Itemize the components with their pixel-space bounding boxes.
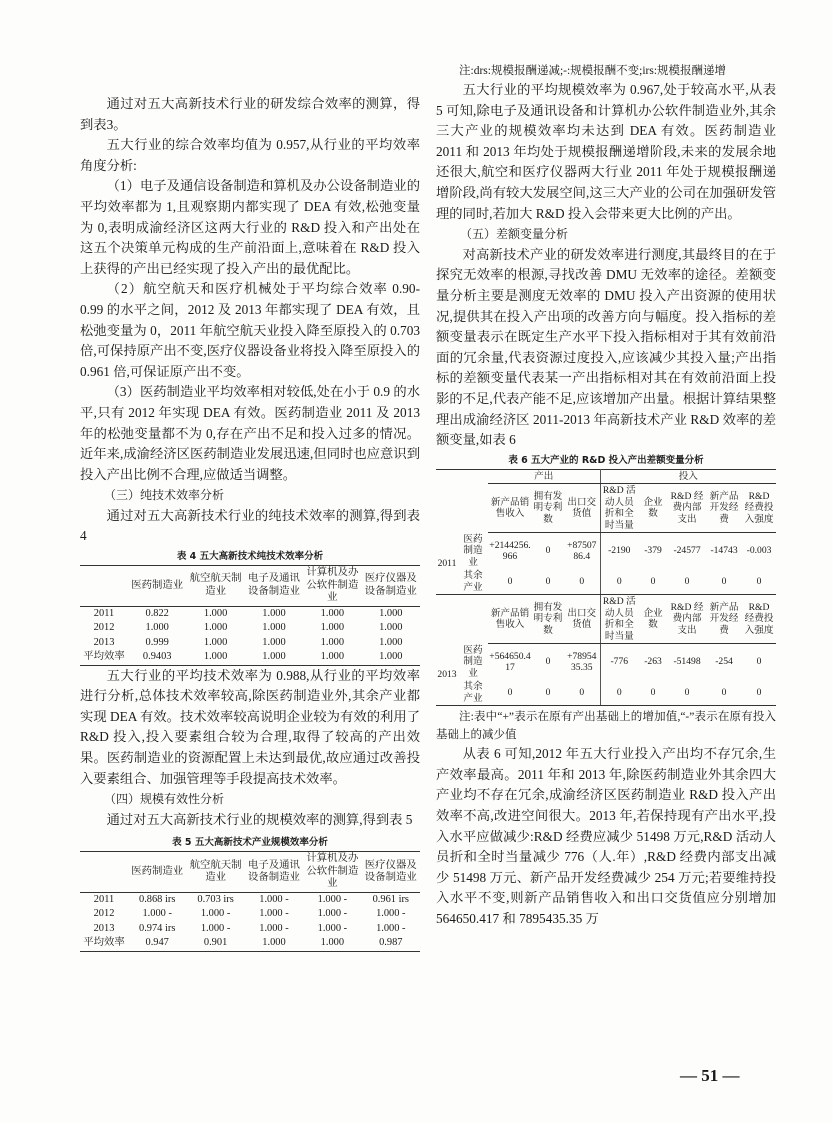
table-cell: 0 <box>742 680 776 706</box>
table-row <box>436 533 776 570</box>
right-column <box>436 62 776 930</box>
table-cell: 1.000 <box>320 651 345 663</box>
column-header: 出口交货值 <box>564 484 600 533</box>
table-cell: 0.999 <box>145 636 169 648</box>
table-cell: 0 <box>545 656 551 668</box>
table-cell: 1.000 - <box>376 922 406 934</box>
table-cell: 0 <box>600 569 638 595</box>
table-note: 注:表中“+”表示在原有产出基础上的增加值,“-”表示在原有投入基础上的减少值 <box>436 711 776 742</box>
table-row <box>80 606 420 621</box>
column-header: 计算机及办公软件制造业 <box>303 852 361 893</box>
table-row <box>80 892 420 907</box>
column-header: 电子及通讯设备制造业 <box>245 852 303 893</box>
table-cell: -776 <box>600 644 638 681</box>
column-header: 拥有发明专利数 <box>532 595 564 644</box>
column-header: 医药制造业 <box>128 566 186 607</box>
table-caption: 表 6 五大产业的 R&D 投入产出差额变量分析 <box>508 454 704 466</box>
table-cell: 1.000 - <box>317 908 348 920</box>
table-cell: 0.703 irs <box>197 893 234 905</box>
table-cell: -14743 <box>710 545 738 557</box>
table-row <box>80 621 420 636</box>
table-cell: 1.000 <box>379 651 403 663</box>
table-cell: 1.000 <box>262 636 286 648</box>
table-cell: 0 <box>488 680 532 706</box>
empty-cell <box>436 484 488 533</box>
column-header-row <box>436 484 776 533</box>
column-header: 新产品销售收入 <box>488 484 532 533</box>
table-row <box>80 650 420 665</box>
empty-cell <box>436 469 488 484</box>
page-number: — 51 — <box>680 1066 740 1085</box>
paragraph: （1）电子及通信设备制造和算机及办公设备制造业的平均效率都为 1,且观察期内都实现了 DEA 有效,松弛变量为 0,表明成渝经济区这两大行业的 R&D 投入和产出处在这五个决策单元构成的生产前沿面上,意味着在 R&D 投入上获得的产出已经实现了投入产出的最优配比。 <box>80 178 420 276</box>
table-note: 注:drs:规模报酬递减;-:规模报酬不变;irs:规模报酬递增 <box>459 65 727 77</box>
table-group-row <box>436 469 776 484</box>
table-row <box>436 680 776 706</box>
table-row <box>436 569 776 595</box>
column-header: 新产品开发经费 <box>706 484 742 533</box>
table-cell: 0 <box>564 569 600 595</box>
table-row <box>80 907 420 922</box>
table-cell: 1.000 - <box>317 893 348 905</box>
table-cell: 0 <box>742 569 776 595</box>
table-cell: 1.000 - <box>376 908 406 920</box>
industry-cell: 医药制造业 <box>463 533 483 568</box>
table-cell: -24577 <box>673 545 701 557</box>
column-header: R&D 活动人员折和全时当量 <box>600 595 638 644</box>
section-heading: （五）差额变量分析 <box>460 227 569 242</box>
column-header: 企业数 <box>638 484 668 533</box>
table-cell: 1.000 <box>320 636 345 648</box>
column-header: 新产品开发经费 <box>706 595 742 644</box>
table-cell: 0 <box>488 569 532 595</box>
column-header: 医疗仪器及设备制造业 <box>362 566 420 607</box>
table-row <box>80 936 420 951</box>
table-cell: 0.901 <box>203 937 228 949</box>
table-cell: -51498 <box>673 656 701 668</box>
column-header-row <box>436 595 776 644</box>
table-cell: 0 <box>668 569 706 595</box>
column-header: R&D 经费投入强度 <box>742 484 776 533</box>
paragraph: 对高新技术产业的研发效率进行测度,其最终目的在于探究无效率的根源,寻找改善 DMU 无效率的途径。差额变量分析主要是测度无效率的 DMU 投入产出资源的使用状况,提供其在投入产出项的改善方向与幅度。投入指标的差额变量表示在既定生产水平下投入指标相对于其有效前沿面的冗余量,代表资源过度投入,应该减少其投入量;产出指标的差额变量代表某一产出指标相对其在有效前沿面上投影的不足,代表产能不足,应该增加产出量。根据计算结果整理出成渝经济区 2011-2013 年高新技术产业 R&D 效率的差额变量,如表 6 <box>436 246 776 448</box>
table-cell: 0 <box>564 680 600 706</box>
table-cell: 1.000 <box>203 651 228 663</box>
paragraph: 通过对五大高新技术行业的研发综合效率的测算，得到表3。 <box>80 96 420 132</box>
table-cell: 1.000 <box>262 937 286 949</box>
table-cell: 0 <box>706 680 742 706</box>
year-cell: 2013 <box>436 644 458 706</box>
group-header-output: 产出 <box>488 469 600 484</box>
table-5 <box>80 851 420 952</box>
table-cell: 1.000 <box>262 651 286 663</box>
column-header: R&D 经费投入强度 <box>742 595 776 644</box>
table-cell: 1.000 <box>320 607 345 619</box>
industry-cell: 其余产业 <box>458 680 488 706</box>
paragraph: 通过对五大高新技术行业的规模效率的测算,得到表 5 <box>106 811 413 827</box>
table-cell: 0 <box>638 680 668 706</box>
table-cell: 0.822 <box>145 607 169 619</box>
table-cell: 平均效率 <box>83 937 125 949</box>
table-cell: 1.000 <box>379 607 403 619</box>
left-column <box>80 94 420 952</box>
table-cell: 1.000 <box>203 607 228 619</box>
table-cell: 1.000 <box>203 622 228 634</box>
column-header <box>80 566 128 607</box>
table-cell: -254 <box>715 656 733 668</box>
table-cell: 0 <box>668 680 706 706</box>
table-cell: 1.000 <box>320 937 345 949</box>
column-header: 企业数 <box>638 595 668 644</box>
paragraph: 从表 6 可知,2012 年五大行业投入产出均不存冗余,生产效率最高。2011 年和 2013 年,除医药制造业外其余四大产业均不存在冗余,成渝经济区医药制造业 R&D 投入产出效率不高,改进空间很大。2013 年,若保持现有产出水平,投入水平应做减少:R&D 经费应减少 51498 万元,R&D 活动人员折和全时当量减少 776（人.年）,R&D 经费内部支出减少 51498 万元、新产品开发经费减少 254 万元;若要维持投入水平不变,则新产品销售收入和出口交货值应分别增加 564650.417 和 7895435.35 万 <box>436 746 776 926</box>
column-header: 拥有发明专利数 <box>532 484 564 533</box>
table-cell: +7895435.35 <box>567 650 597 674</box>
table-cell: 1.000 <box>320 622 345 634</box>
table-cell: 2012 <box>93 622 115 634</box>
table-cell: +564650.417 <box>489 650 531 674</box>
table-cell: 2013 <box>93 636 115 648</box>
table-cell: 1.000 <box>145 622 169 634</box>
table-cell: 0.868 irs <box>139 893 176 905</box>
table-cell: 0 <box>600 680 638 706</box>
table-caption: 表 4 五大高新技术纯技术效率分析 <box>176 551 324 563</box>
table-cell: +8750786.4 <box>567 539 597 563</box>
year-cell: 2011 <box>436 533 458 595</box>
table-cell: 1.000 - <box>259 922 289 934</box>
table-cell: 0 <box>532 569 564 595</box>
section-heading: （三）纯技术效率分析 <box>104 488 225 503</box>
industry-cell: 医药制造业 <box>463 644 483 679</box>
table-cell: 1.000 <box>379 636 403 648</box>
table-cell: -379 <box>644 545 662 557</box>
column-header: R&D 经费内部支出 <box>668 484 706 533</box>
table-cell: 1.000 - <box>259 908 289 920</box>
table-caption: 表 5 五大高新技术产业规模效率分析 <box>172 837 328 849</box>
column-header: 医药制造业 <box>128 852 186 893</box>
industry-cell: 其余产业 <box>458 569 488 595</box>
table-cell: 0 <box>545 545 551 557</box>
paragraph: 五大行业的平均技术效率为 0.988,从行业的平均效率进行分析,总体技术效率较高,除医药制造业外,其余产业都实现 DEA 有效。技术效率较高说明企业较为有效的利用了 R&D 投入,投入要素组合较为合理,取得了较高的产出效果。医药制造业的资源配置上未达到最优,故应通过改善投入要素组合、加强管理等手段提高技术效率。 <box>80 667 420 786</box>
column-header: R&D 经费内部支出 <box>668 595 706 644</box>
table-cell: 2013 <box>93 922 115 934</box>
table-cell: -263 <box>644 656 662 668</box>
column-header: 航空航天制造业 <box>186 852 244 893</box>
table-6 <box>436 469 776 707</box>
column-header <box>80 852 128 893</box>
table-4 <box>80 565 420 666</box>
table-cell: 1.000 - <box>259 893 289 905</box>
table-cell: 0.974 irs <box>139 922 176 934</box>
paragraph: 五大行业的综合效率均值为 0.957,从行业的平均效率角度分析: <box>80 137 420 173</box>
table-cell: 0.961 irs <box>372 893 409 905</box>
paragraph: 通过对五大高新技术行业的纯技术效率的测算,得到表 4 <box>80 507 420 544</box>
table-cell: 0.9403 <box>142 651 172 663</box>
column-header: 航空航天制造业 <box>186 566 244 607</box>
section-heading: （四）规模有效性分析 <box>104 792 225 807</box>
paragraph: 五大行业的平均规模效率为 0.967,处于较高水平,从表 5 可知,除电子及通讯设备和计算机办公软件制造业外,其余三大产业的规模效率均未达到 DEA 有效。医药制造业 2011 和 2013 年均处于规模报酬递增阶段,未来的发展余地还很大,航空和医疗仪器两大行业 2011 年处于规模报酬递增阶段,尚有较大发展空间,这三大产业的公司在加强研发管理的同时,若加大 R&D 投入会带来更大比例的产出。 <box>436 82 776 221</box>
table-cell: 0.947 <box>145 937 169 949</box>
table-cell: -0.003 <box>746 545 772 557</box>
table-cell: 0.987 <box>379 937 403 949</box>
table-cell: 1.000 <box>203 636 228 648</box>
table-cell: 1.000 <box>379 622 403 634</box>
table-cell: 2011 <box>93 893 115 905</box>
table-cell: 2012 <box>93 908 115 920</box>
table-cell: -2190 <box>600 533 638 570</box>
column-header: 新产品销售收入 <box>488 595 532 644</box>
table-row <box>436 644 776 681</box>
column-header: R&D 活动人员折和全时当量 <box>600 484 638 533</box>
table-cell: +2144256.966 <box>489 539 531 563</box>
table-cell: 1.000 <box>262 622 286 634</box>
table-cell: 0 <box>706 569 742 595</box>
column-header: 计算机及办公软件制造业 <box>303 566 361 607</box>
column-header: 医疗仪器及设备制造业 <box>362 852 420 893</box>
paragraph: （2）航空航天和医疗机械处于平均综合效率 0.90-0.99 的水平之间，2012 及 2013 年都实现了 DEA 有效，且松弛变量为 0，2011 年航空航天业投入降至原投入的 0.703 倍,可保持原产出不变,医疗仪器设备业将投入降至原投入的 0.961 倍,可保证原产出不变。 <box>80 281 420 379</box>
table-cell: 1.000 - <box>142 908 172 920</box>
table-cell: 1.000 <box>262 607 286 619</box>
table-cell: 1.000 - <box>200 922 231 934</box>
column-header: 电子及通讯设备制造业 <box>245 566 303 607</box>
table-cell: 0 <box>756 656 762 668</box>
table-cell: 0 <box>532 680 564 706</box>
column-header: 出口交货值 <box>564 595 600 644</box>
table-row <box>80 636 420 651</box>
paragraph: （3）医药制造业平均效率相对较低,处在小于 0.9 的水平,只有 2012 年实现 DEA 有效。医药制造业 2011 及 2013 年的松弛变量都不为 0,存在产出不足和投入过多的情况。近年来,成渝经济区医药制造业发展迅速,但同时也应意识到投入产出比例不合理,应做适当调整。 <box>80 384 420 482</box>
table-row <box>80 922 420 937</box>
empty-cell <box>436 595 488 644</box>
table-cell: 1.000 - <box>317 922 348 934</box>
table-cell: 2011 <box>93 607 115 619</box>
table-cell: 平均效率 <box>83 651 125 663</box>
table-cell: 0 <box>638 569 668 595</box>
table-cell: 1.000 - <box>200 908 231 920</box>
group-header-input: 投入 <box>600 469 776 484</box>
